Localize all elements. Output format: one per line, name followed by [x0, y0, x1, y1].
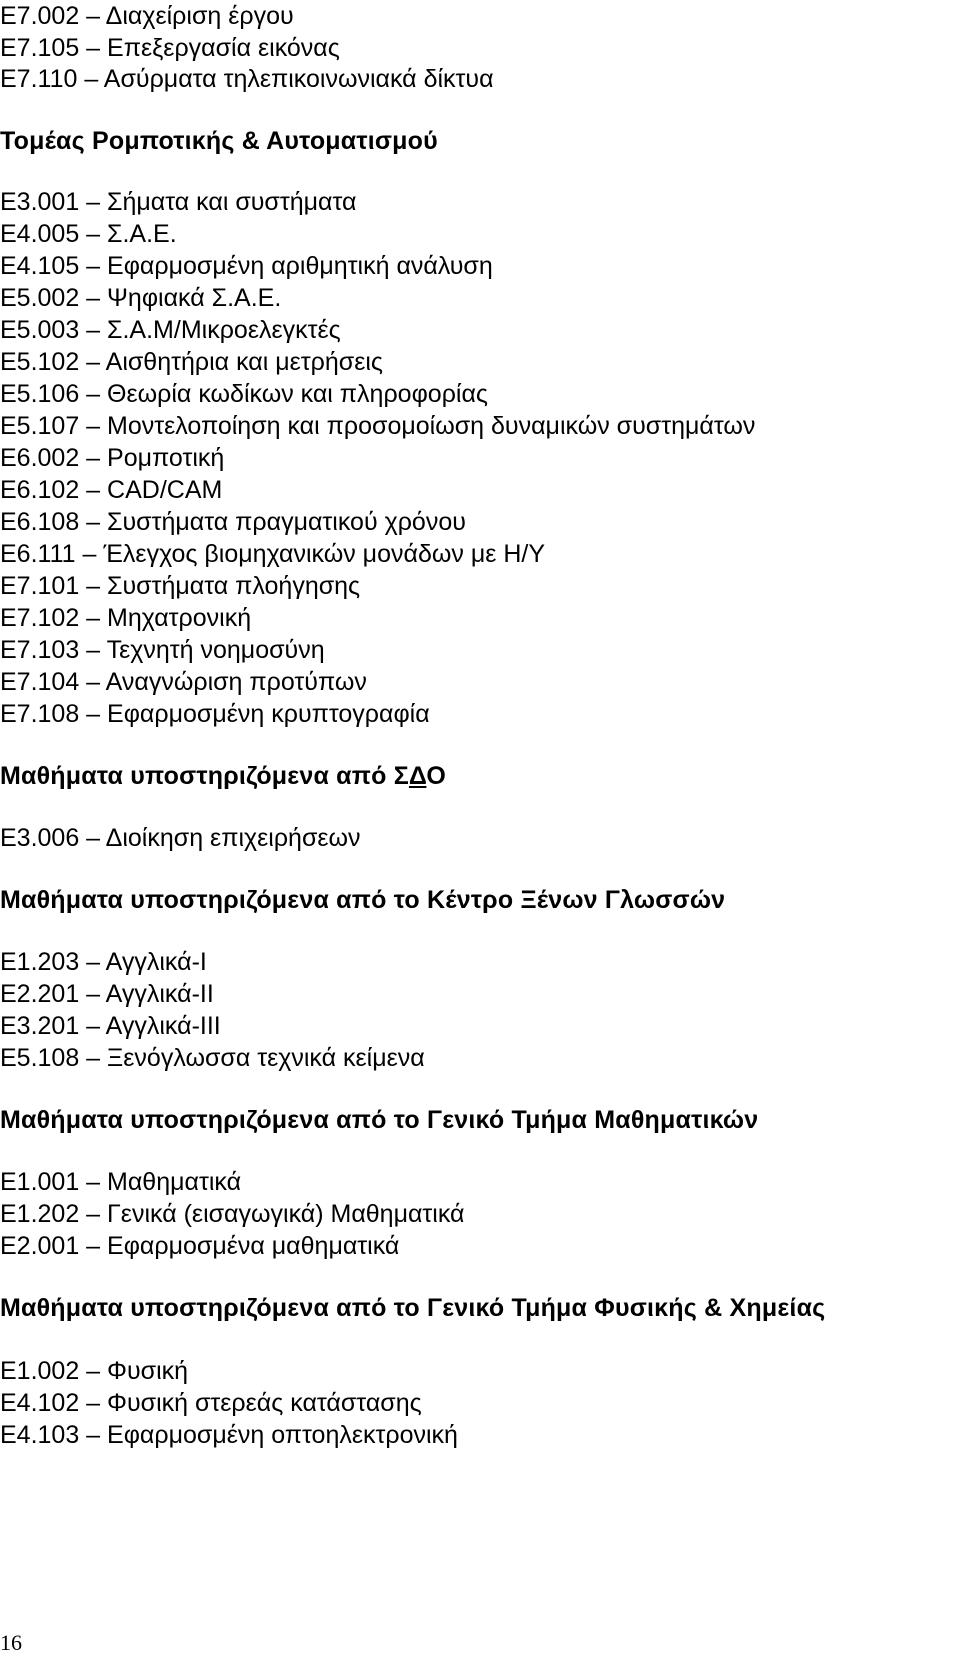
section-heading: Τομέας Ρομποτικής & Αυτοματισμού [0, 127, 438, 155]
course-line: Ε2.201 – Αγγλικά-ΙΙ [0, 980, 214, 1008]
course-line: Ε4.103 – Εφαρμοσμένη οπτοηλεκτρονική [0, 1421, 458, 1449]
course-line: Ε7.104 – Αναγνώριση προτύπων [0, 668, 367, 696]
course-line: Ε5.002 – Ψηφιακά Σ.Α.Ε. [0, 284, 282, 312]
course-line: Ε7.105 – Επεξεργασία εικόνας [0, 34, 340, 62]
course-line: Ε4.102 – Φυσική στερεάς κατάστασης [0, 1389, 422, 1417]
course-line: Ε6.002 – Ρομποτική [0, 444, 225, 472]
course-line: Ε7.110 – Ασύρματα τηλεπικοινωνιακά δίκτυα [0, 65, 494, 93]
course-line: Ε1.002 – Φυσική [0, 1357, 189, 1385]
course-line: Ε7.002 – Διαχείριση έργου [0, 2, 294, 30]
course-line: Ε1.202 – Γενικά (εισαγωγικά) Μαθηματικά [0, 1200, 465, 1228]
course-line: Ε6.102 – CAD/CAM [0, 476, 223, 504]
section-heading-text: Μαθήματα υποστηριζόμενα από Σ [0, 762, 409, 790]
course-line: Ε7.102 – Μηχατρονική [0, 604, 252, 632]
course-line: Ε3.006 – Διοίκηση επιχειρήσεων [0, 824, 361, 852]
course-line: Ε1.001 – Μαθηματικά [0, 1168, 242, 1196]
section-heading [0, 760, 446, 792]
course-line: Ε7.108 – Εφαρμοσμένη κρυπτογραφία [0, 700, 430, 728]
course-line: Ε1.203 – Αγγλικά-Ι [0, 948, 207, 976]
section-heading: Μαθήματα υποστηριζόμενα από το Γενικό Τμήμα Μαθηματικών [0, 1106, 759, 1134]
course-line: Ε3.201 – Αγγλικά-ΙΙΙ [0, 1012, 221, 1040]
course-line: Ε6.108 – Συστήματα πραγματικού χρόνου [0, 508, 466, 536]
section-heading-text-end: Ο [426, 762, 447, 790]
section-heading: Μαθήματα υποστηριζόμενα από το Κέντρο Ξένων Γλωσσών [0, 886, 726, 914]
course-line: Ε6.111 – Έλεγχος βιομηχανικών μονάδων με Η/Υ [0, 540, 545, 568]
course-line: Ε5.106 – Θεωρία κωδίκων και πληροφορίας [0, 380, 488, 408]
page-number: 16 [0, 1630, 22, 1655]
course-line: Ε5.102 – Αισθητήρια και μετρήσεις [0, 348, 383, 376]
course-line: Ε7.101 – Συστήματα πλοήγησης [0, 572, 361, 600]
section-heading-underlined-letter: Δ [408, 762, 427, 790]
course-line: Ε5.003 – Σ.Α.Μ/Μικροελεγκτές [0, 316, 341, 344]
course-line: Ε4.105 – Εφαρμοσμένη αριθμητική ανάλυση [0, 252, 493, 280]
course-line: Ε7.103 – Τεχνητή νοημοσύνη [0, 636, 325, 664]
section-heading: Μαθήματα υποστηριζόμενα από το Γενικό Τμήμα Φυσικής & Χημείας [0, 1294, 826, 1322]
course-line: Ε5.107 – Μοντελοποίηση και προσομοίωση δυναμικών συστημάτων [0, 412, 756, 440]
course-line: Ε2.001 – Εφαρμοσμένα μαθηματικά [0, 1232, 400, 1260]
course-line: Ε5.108 – Ξενόγλωσσα τεχνικά κείμενα [0, 1044, 425, 1072]
course-line: Ε3.001 – Σήματα και συστήματα [0, 188, 357, 216]
course-line: Ε4.005 – Σ.Α.Ε. [0, 220, 177, 248]
